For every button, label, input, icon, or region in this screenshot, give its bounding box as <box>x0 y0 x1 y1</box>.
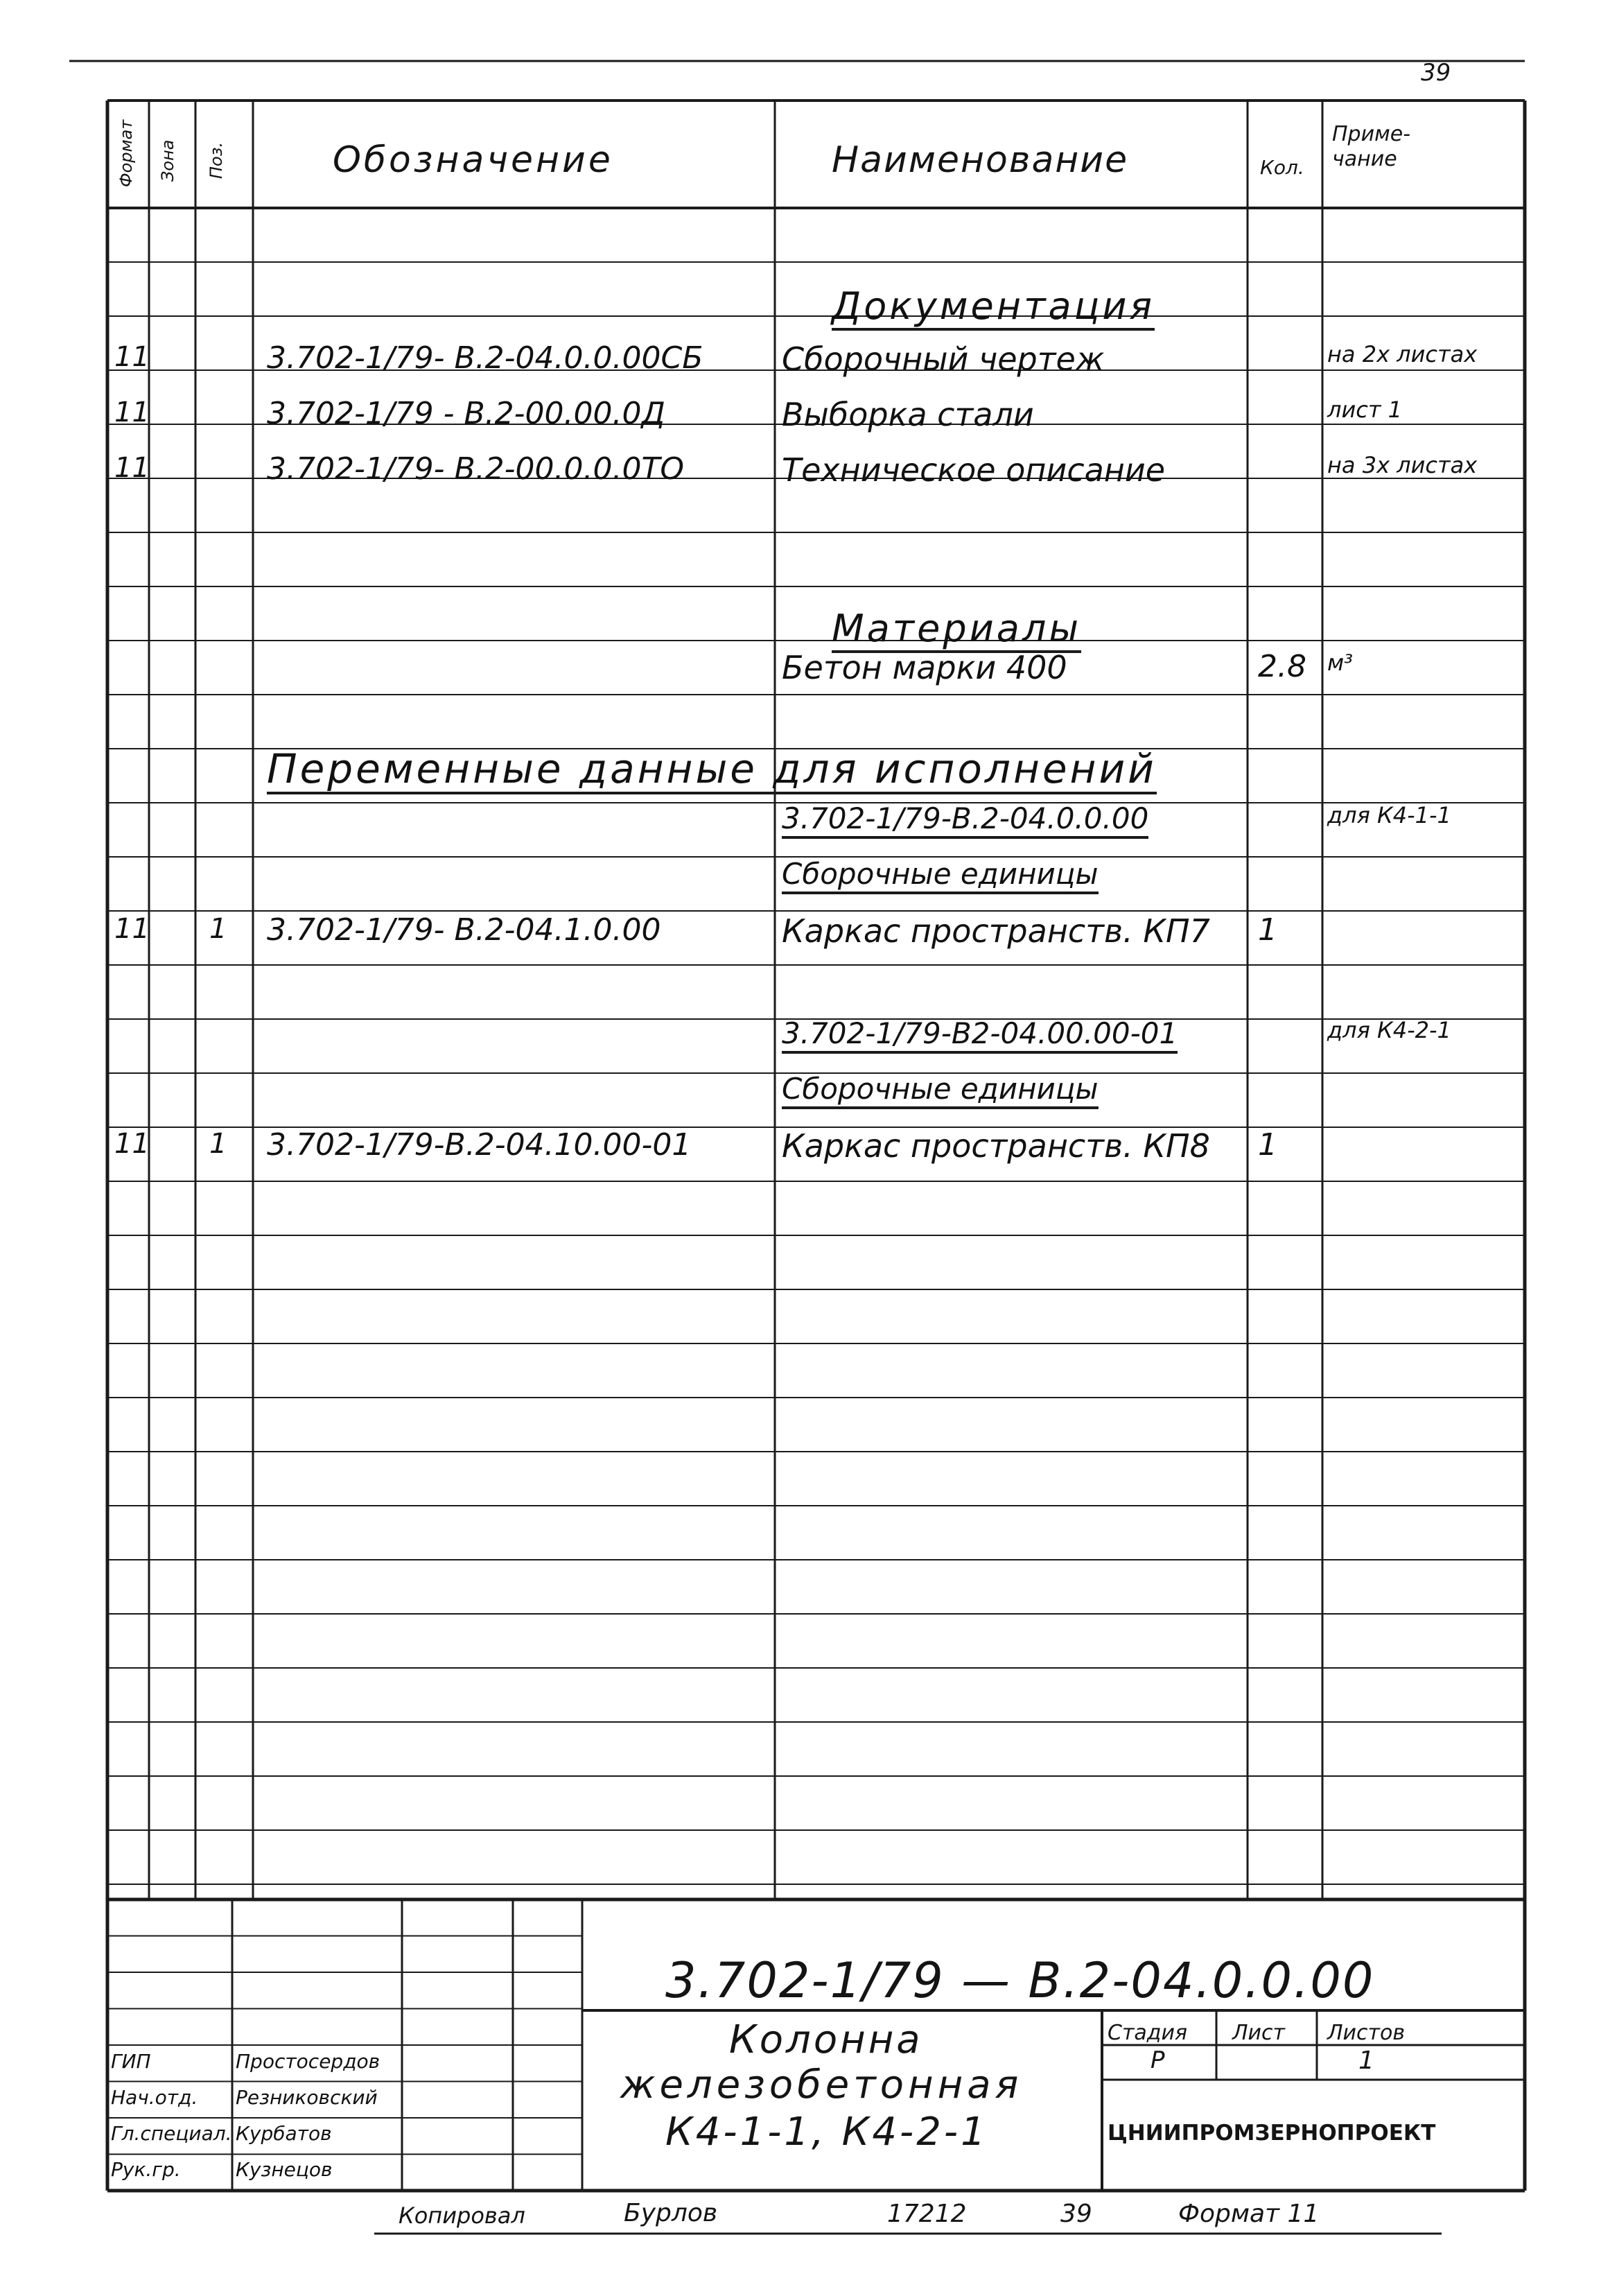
title-line-1: Колонна <box>729 2017 923 2062</box>
header-zone: Зона <box>158 139 177 182</box>
row-name: Каркас пространств. КП8 <box>782 1127 1210 1165</box>
org-name: ЦНИИПРОМЗЕРНОПРОЕКТ <box>1108 2121 1436 2146</box>
sheets-label: Листов <box>1327 2021 1406 2045</box>
row-fmt: 11 <box>114 452 150 484</box>
row-name: Выборка стали <box>782 396 1034 433</box>
header-format: Формат <box>116 119 136 187</box>
title-line-3: К4-1-1, К4-2-1 <box>665 2110 988 2155</box>
header-note <box>1332 122 1429 172</box>
row-name: 3.702-1/79-В.2-04.0.0.00 <box>782 804 1148 839</box>
row-name: Каркас пространств. КП7 <box>782 912 1210 950</box>
row-name: Техническое описание <box>782 451 1166 489</box>
row-note: м³ <box>1327 650 1353 676</box>
row-fmt: 11 <box>114 341 150 373</box>
sheet-number: 39 <box>1421 59 1451 87</box>
title-line-2: железобетонная <box>620 2062 1023 2107</box>
format-label: Формат 11 <box>1178 2200 1320 2228</box>
sig-role: Нач.отд. <box>111 2086 198 2109</box>
sig-name: Кузнецов <box>236 2158 333 2181</box>
row-name: Сборочный чертеж <box>782 340 1105 378</box>
row-note: на 2х листах <box>1327 341 1478 367</box>
header-designation: Обозначение <box>333 139 613 181</box>
row-name: Бетон марки 400 <box>782 649 1067 686</box>
row-pos: 1 <box>209 1128 227 1160</box>
row-des: 3.702-1/79-В.2-04.10.00-01 <box>267 1127 692 1163</box>
row-des: 3.702-1/79- В.2-04.1.0.00 <box>267 912 661 948</box>
row-des: 3.702-1/79- В.2-00.0.0.0ТО <box>267 451 684 487</box>
row-name: Документация <box>832 288 1155 331</box>
row-qty: 1 <box>1258 1127 1277 1163</box>
copied-label: Копировал <box>399 2202 525 2229</box>
row-qty: 1 <box>1258 912 1277 948</box>
header-name: Наименование <box>832 139 1129 181</box>
sheets-value: 1 <box>1358 2046 1374 2075</box>
doc-code: 3.702-1/79 — В.2-04.0.0.00 <box>665 1952 1375 2009</box>
archive-sheet-number: 39 <box>1060 2200 1092 2228</box>
header-note-text: Приме-чание <box>1332 122 1411 171</box>
sig-name: Курбатов <box>236 2122 332 2145</box>
sig-role: Гл.специал. <box>111 2122 232 2145</box>
row-des: Переменные данные для исполнений <box>267 749 1157 794</box>
row-name: 3.702-1/79-В2-04.00.00-01 <box>782 1019 1178 1054</box>
row-des: 3.702-1/79- В.2-04.0.0.00СБ <box>267 340 703 376</box>
sig-role: ГИП <box>111 2050 151 2073</box>
sig-name: Простосердов <box>236 2050 380 2073</box>
sheet-label: Лист <box>1232 2021 1286 2045</box>
row-name: Сборочные единицы <box>782 1075 1099 1109</box>
row-name: Сборочные единицы <box>782 860 1099 894</box>
row-note: лист 1 <box>1327 397 1403 423</box>
stage-value: Р <box>1151 2046 1165 2074</box>
sig-name: Резниковский <box>236 2086 378 2109</box>
row-note: для К4-2-1 <box>1327 1017 1451 1043</box>
archive-number: 17212 <box>887 2200 967 2228</box>
copied-by: Бурлов <box>624 2199 718 2227</box>
row-fmt: 11 <box>114 1128 150 1160</box>
row-name: Материалы <box>832 610 1081 653</box>
row-fmt: 11 <box>114 913 150 945</box>
header-pos: Поз. <box>207 141 226 179</box>
stage-label: Стадия <box>1108 2021 1188 2045</box>
row-pos: 1 <box>209 913 227 945</box>
header-qty: Кол. <box>1260 156 1304 179</box>
row-qty: 2.8 <box>1258 649 1306 684</box>
row-note: для К4-1-1 <box>1327 802 1451 828</box>
sig-role: Рук.гр. <box>111 2158 181 2181</box>
row-des: 3.702-1/79 - В.2-00.00.0Д <box>267 396 665 431</box>
row-note: на 3х листах <box>1327 452 1478 478</box>
row-fmt: 11 <box>114 397 150 428</box>
